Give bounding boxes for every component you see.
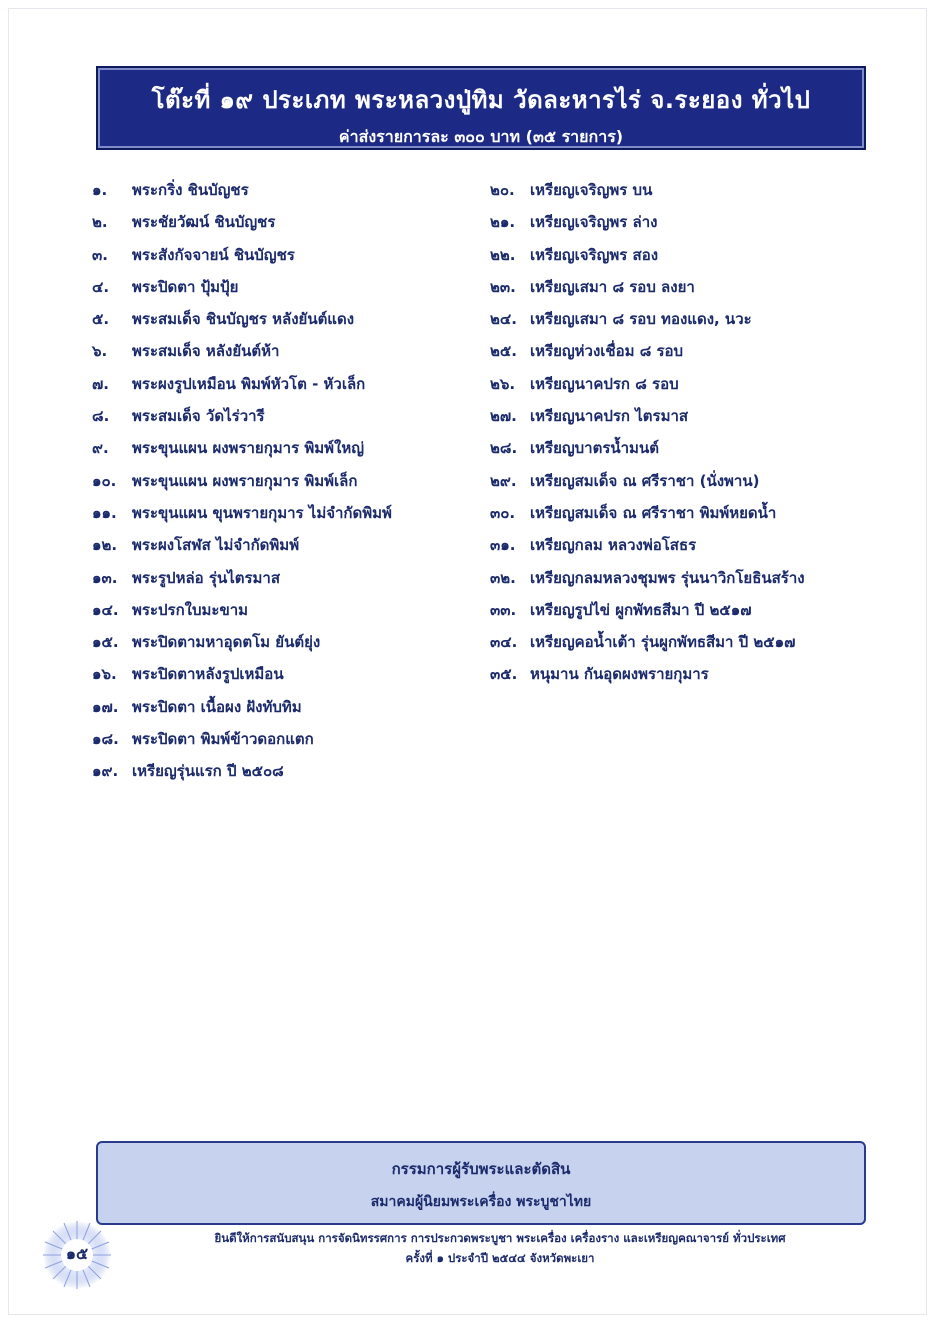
list-item xyxy=(490,174,890,206)
list-item xyxy=(92,368,472,400)
item-number: ๒๙. xyxy=(490,471,517,490)
item-number: ๔. xyxy=(92,277,110,296)
item-text: เหรียญสมเด็จ ณ ศรีราชา (นั่งพาน) xyxy=(530,471,760,490)
list-item xyxy=(490,239,890,271)
item-number: ๑๗. xyxy=(92,697,119,716)
list-item xyxy=(92,239,472,271)
item-number: ๒๕. xyxy=(490,342,517,361)
list-item xyxy=(490,562,890,594)
list-item xyxy=(92,465,472,497)
item-number: ๖. xyxy=(92,342,108,361)
item-number: ๒๖. xyxy=(490,374,516,393)
list-item xyxy=(92,755,472,787)
footer-box xyxy=(96,1141,866,1225)
item-number: ๑๑. xyxy=(92,503,117,522)
list-item xyxy=(92,174,472,206)
item-number: ๑. xyxy=(92,181,108,199)
list-item xyxy=(92,529,472,561)
item-text: เหรียญรุ่นแรก ปี ๒๕๐๘ xyxy=(132,762,284,781)
item-number: ๒๗. xyxy=(490,407,517,426)
item-number: ๑๓. xyxy=(92,568,118,587)
item-number: ๓๓. xyxy=(490,600,517,619)
page-number-badge xyxy=(42,1220,112,1290)
list-item xyxy=(490,594,890,626)
item-text: พระชัยวัฒน์ ชินบัญชร xyxy=(132,213,276,232)
list-item xyxy=(490,658,890,690)
list-item xyxy=(490,368,890,400)
item-number: ๓๕. xyxy=(490,665,518,684)
item-number: ๒๘. xyxy=(490,439,518,458)
item-number: ๓๔. xyxy=(490,633,518,652)
item-text: เหรียญบาตรน้ำมนต์ xyxy=(530,439,659,458)
item-text: พระปิดตาหลังรูปเหมือน xyxy=(132,665,284,684)
list-item xyxy=(92,658,472,690)
item-number: ๒. xyxy=(92,213,108,232)
item-number: ๑๒. xyxy=(92,536,118,555)
footer-note-line2: ครั้งที่ ๑ ประจำปี ๒๕๔๔ จังหวัดพะเยา xyxy=(405,1251,595,1265)
list-item xyxy=(92,594,472,626)
item-text: พระปิดตา เนื้อผง ฝังทับทิม xyxy=(132,697,302,716)
committee-title: กรรมการผู้รับพระและตัดสิน xyxy=(391,1160,571,1178)
list-item xyxy=(92,497,472,529)
page-number: ๑๕ xyxy=(65,1244,89,1263)
item-text: พระขุนแผน ขุนพรายกุมาร ไม่จำกัดพิมพ์ xyxy=(132,503,392,522)
header-subtitle: ค่าส่งรายการละ ๓๐๐ บาท (๓๕ รายการ) xyxy=(338,127,624,146)
item-number: ๑๙. xyxy=(92,762,119,781)
right-item-list xyxy=(490,174,890,691)
item-number: ๒๓. xyxy=(490,277,516,296)
item-text: พระผงรูปเหมือน พิมพ์หัวโต - หัวเล็ก xyxy=(132,374,366,393)
item-text: พระกริ่ง ชินบัญชร xyxy=(132,181,249,199)
item-text: พระสมเด็จ วัดไร่วารี xyxy=(132,407,265,426)
item-text: เหรียญคอน้ำเต้า รุ่นผูกพัทธสีมา ปี ๒๕๑๗ xyxy=(530,633,796,652)
list-item xyxy=(490,497,890,529)
list-item xyxy=(92,271,472,303)
item-number: ๑๔. xyxy=(92,600,119,619)
item-text: เหรียญเจริญพร สอง xyxy=(530,245,659,264)
item-text: หนุมาน กันอุดผงพรายกุมาร xyxy=(530,665,709,684)
item-text: เหรียญกลมหลวงชุมพร รุ่นนาวิกโยธินสร้าง xyxy=(530,568,805,587)
item-text: พระขุนแผน ผงพรายกุมาร พิมพ์เล็ก xyxy=(132,471,358,490)
item-number: ๗. xyxy=(92,374,109,393)
list-item xyxy=(92,562,472,594)
item-text: เหรียญเจริญพร บน xyxy=(530,181,653,199)
list-item xyxy=(92,303,472,335)
item-number: ๘. xyxy=(92,407,110,426)
list-item xyxy=(490,335,890,367)
item-number: ๕. xyxy=(92,310,110,329)
list-item xyxy=(92,432,472,464)
item-text: พระสมเด็จ หลังยันต์ห้า xyxy=(132,342,280,361)
item-number: ๓๐. xyxy=(490,503,516,522)
list-item xyxy=(92,206,472,238)
footer-note-line1: ยินดีให้การสนับสนุน การจัดนิทรรศการ การประกวดพระบูชา พระเครื่อง เครื่องราง และเหรียญคณาจารย์ ทั่วประเทศ xyxy=(214,1231,786,1245)
list-item xyxy=(490,303,890,335)
item-number: ๒๒. xyxy=(490,245,516,264)
item-number: ๑๐. xyxy=(92,471,117,490)
item-text: เหรียญนาคปรก ไตรมาส xyxy=(530,407,689,426)
list-item xyxy=(490,432,890,464)
list-item xyxy=(490,465,890,497)
list-item xyxy=(92,691,472,723)
item-text: พระปรกใบมะขาม xyxy=(132,600,249,619)
item-text: พระปิดตามหาอุดตโม ยันต์ยุ่ง xyxy=(132,633,321,652)
item-number: ๑๖. xyxy=(92,665,117,684)
item-text: พระรูปหล่อ รุ่นไตรมาส xyxy=(132,568,281,587)
item-text: พระสมเด็จ ชินบัญชร หลังยันต์แดง xyxy=(132,310,355,329)
item-text: เหรียญเสมา ๘ รอบ ลงยา xyxy=(530,277,695,296)
item-number: ๒๐. xyxy=(490,181,515,199)
list-item xyxy=(490,271,890,303)
list-item xyxy=(490,206,890,238)
list-item xyxy=(490,400,890,432)
item-text: เหรียญห่วงเชื่อม ๘ รอบ xyxy=(530,342,684,361)
list-item xyxy=(490,529,890,561)
item-number: ๒๔. xyxy=(490,310,517,329)
item-text: เหรียญนาคปรก ๘ รอบ xyxy=(530,374,679,393)
item-text: เหรียญกลม หลวงพ่อโสธร xyxy=(530,536,697,555)
list-item xyxy=(490,626,890,658)
list-item xyxy=(92,626,472,658)
item-text: พระสังกัจจายน์ ชินบัญชร xyxy=(132,245,295,264)
item-number: ๓๑. xyxy=(490,536,516,555)
item-number: ๑๘. xyxy=(92,730,119,749)
item-number: ๑๕. xyxy=(92,633,119,652)
item-text: เหรียญสมเด็จ ณ ศรีราชา พิมพ์หยดน้ำ xyxy=(530,503,777,522)
item-text: พระปิดตา พิมพ์ข้าวดอกแตก xyxy=(132,730,314,749)
item-text: เหรียญเสมา ๘ รอบ ทองแดง, นวะ xyxy=(530,310,752,329)
left-item-list xyxy=(92,174,472,788)
header-banner xyxy=(96,66,866,150)
list-item xyxy=(92,400,472,432)
item-text: เหรียญเจริญพร ล่าง xyxy=(530,213,658,232)
item-text: เหรียญรูปไข่ ผูกพัทธสีมา ปี ๒๕๑๗ xyxy=(530,600,752,619)
item-text: พระขุนแผน ผงพรายกุมาร พิมพ์ใหญ่ xyxy=(132,439,365,458)
association-name: สมาคมผู้นิยมพระเครื่อง พระบูชาไทย xyxy=(370,1194,592,1210)
item-number: ๓. xyxy=(92,245,108,264)
item-number: ๓๒. xyxy=(490,568,516,587)
item-text: พระปิดตา ปุ้มปุ้ย xyxy=(132,277,239,296)
list-item xyxy=(92,335,472,367)
item-number: ๒๑. xyxy=(490,213,516,232)
item-number: ๙. xyxy=(92,439,109,458)
item-text: พระผงโสฬส ไม่จำกัดพิมพ์ xyxy=(132,536,300,555)
header-title: โต๊ะที่ ๑๙ ประเภท พระหลวงปู่ทิม วัดละหารไร่ จ.ระยอง ทั่วไป xyxy=(151,86,811,114)
list-item xyxy=(92,723,472,755)
